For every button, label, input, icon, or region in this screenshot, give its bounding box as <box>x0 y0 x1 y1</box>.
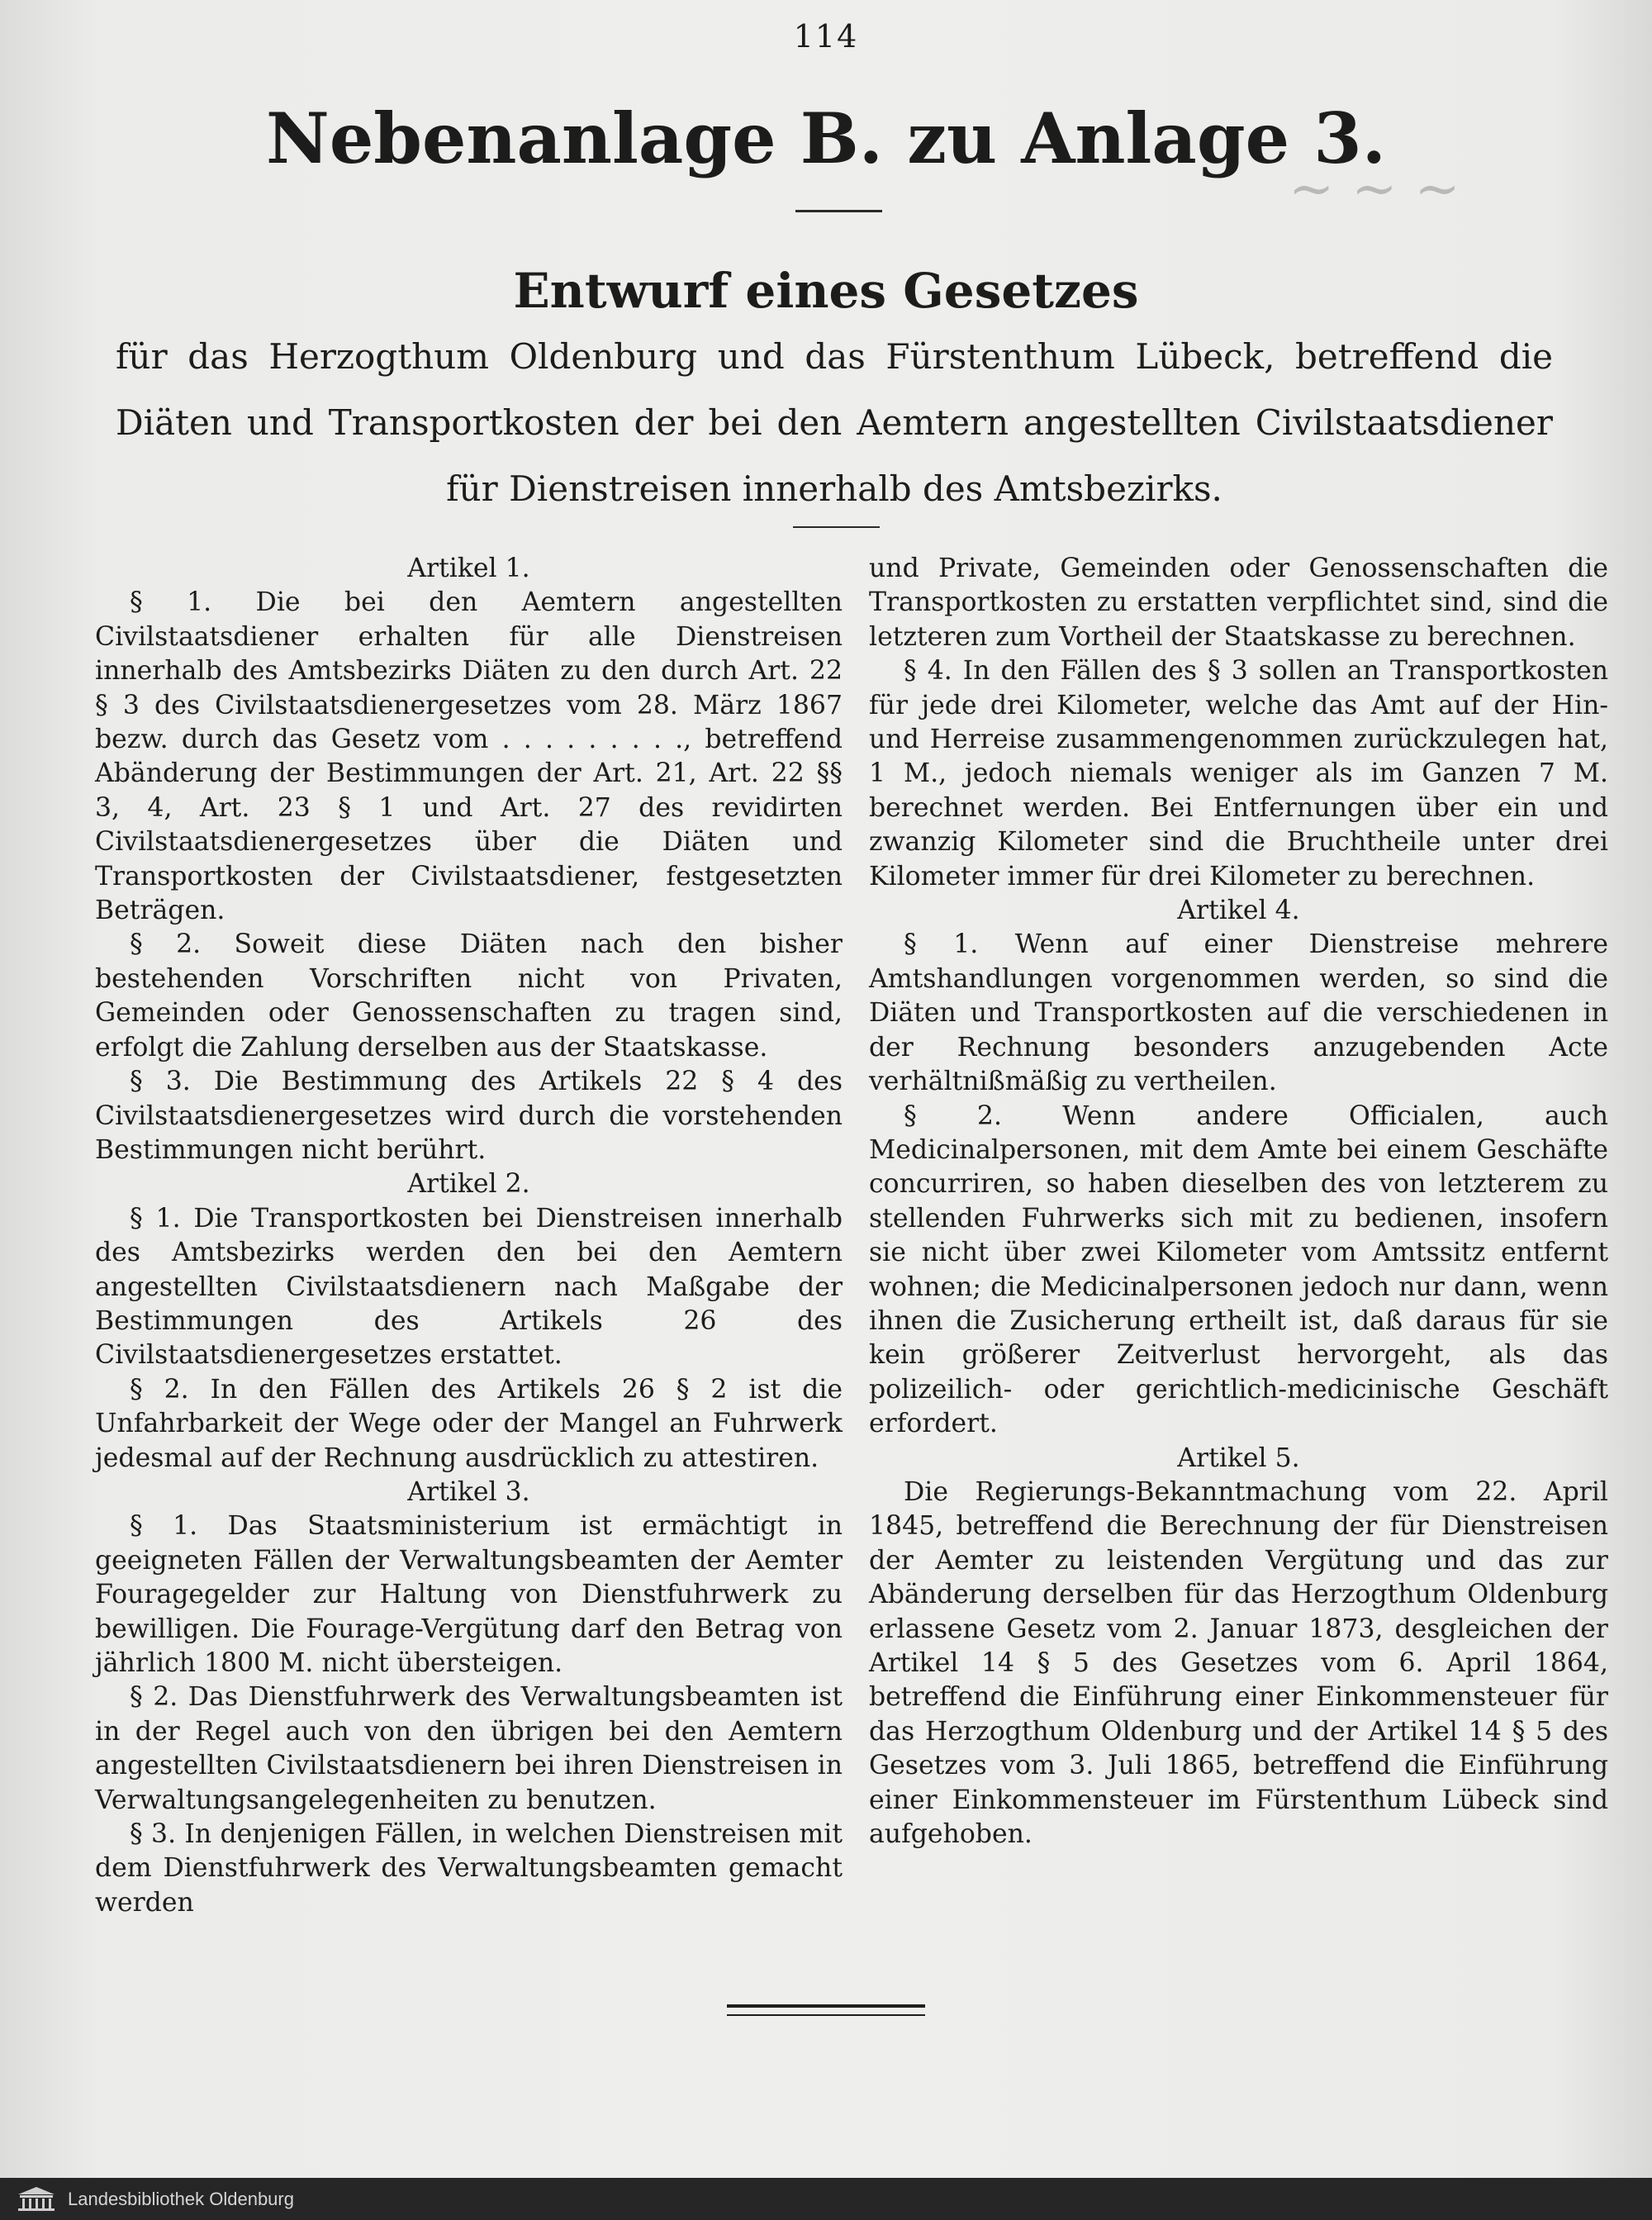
end-rule <box>727 2014 925 2016</box>
library-building-icon <box>15 2184 58 2216</box>
paragraph: § 2. In den Fällen des Artikels 26 § 2 ist die Unfahrbarkeit der Wege oder der Mangel an Fuhrwerk jedesmal auf der Rechnung ausdrücklich zu attestiren. <box>95 1374 843 1473</box>
paragraph: § 3. In denjenigen Fällen, in welchen Dienstreisen mit dem Dienstfuhrwerk des Verwaltungsbeamten gemacht werden <box>95 1819 843 1918</box>
appendix-title: Nebenanlage B. zu Anlage 3. <box>266 97 1386 179</box>
library-name: Landesbibliothek Oldenburg <box>68 2189 294 2209</box>
law-subtitle: für das Herzogthum Oldenburg und das Fürstenthum Lübeck, betreffend die Diäten und Transportkosten der bei den Aemtern angestellten Civilstaatsdiener für Dienstreisen innerhalb des Amtsbezirks. <box>116 336 1553 509</box>
paragraph: § 1. Wenn auf einer Dienstreise mehrere Amtshandlungen vorgenommen werden, so sind die Diäten und Transportkosten auf die verschiedenen in der Rechnung besonders anzugebenden Acte verhältnißmäßig zu vertheilen. <box>869 929 1608 1097</box>
paragraph: § 1. Die Transportkosten bei Dienstreisen innerhalb des Amtsbezirks werden den bei den Aemtern angestellten Civilstaatsdienern nach Maßgabe der Bestimmungen des Artikels 26 des Civilstaatsdienergesetzes erstattet. <box>95 1203 843 1371</box>
article-heading: Artikel 1. <box>407 554 530 583</box>
paragraph: § 2. Soweit diese Diäten nach den bisher bestehenden Vorschriften nicht von Privaten, Gemeinden oder Genossenschaften zu tragen sind, erfolgt die Zahlung derselben aus der Staatskasse. <box>95 929 843 1062</box>
heading-divider <box>793 526 880 528</box>
paragraph: § 2. Wenn andere Officialen, auch Medicinalpersonen, mit dem Amte bei einem Geschäfte concurriren, so haben dieselben des von letzterem zu stellenden Fuhrwerks sich mit zu bedienen, insofern sie nicht über zwei Kilometer vom Amtssitz entfernt wohnen; die Medicinalpersonen jedoch nur dann, wenn ihnen die Zusicherung ertheilt ist, daß daraus für sie kein größerer Zeitverlust hervorgeht, als das polizeilich- oder gerichtlich-medicinische Geschäft erfordert. <box>869 1100 1608 1439</box>
article-heading: Artikel 4. <box>1177 896 1300 926</box>
paragraph: § 2. Das Dienstfuhrwerk des Verwaltungsbeamten ist in der Regel auch von den übrigen bei den Aemtern angestellten Civilstaatsdienern bei ihren Dienstreisen in Verwaltungsangelegenheiten zu benutzen. <box>95 1682 843 1815</box>
article-heading: Artikel 5. <box>1177 1443 1300 1473</box>
paragraph: § 1. Das Staatsministerium ist ermächtigt in geeigneten Fällen der Verwaltungsbeamten der Aemter Fouragegelder zur Haltung von Dienstfuhrwerk zu bewilligen. Die Fourage-Vergütung darf den Betrag von jährlich 1800 M. nicht übersteigen. <box>95 1511 843 1678</box>
bleed-through-decoration: ~ ~ ~ <box>1289 157 1460 221</box>
paragraph-continuation: und Private, Gemeinden oder Genossenschaften die Transportkosten zu erstatten verpflichtet sind, sind die letzteren zum Vortheil der Staatskasse zu berechnen. <box>869 554 1608 652</box>
article-heading: Artikel 3. <box>407 1476 530 1507</box>
library-footer-bar <box>0 2178 1652 2220</box>
law-heading: Entwurf eines Gesetzes <box>513 263 1139 319</box>
article-heading: Artikel 2. <box>407 1169 530 1200</box>
paragraph: Die Regierungs-Bekanntmachung vom 22. April 1845, betreffend die Berechnung der für Dienstreisen der Aemter zu leistenden Vergütung und das zur Abänderung derselben für das Herzogthum Oldenburg erlassene Gesetz vom 2. Januar 1873, desgleichen der Artikel 14 § 5 des Gesetzes vom 6. April 1864, betreffend die Einführung einer Einkommensteuer für das Herzogthum Oldenburg und der Artikel 14 § 5 des Gesetzes vom 3. Juli 1865, betreffend die Einführung einer Einkommensteuer im Fürstenthum Lübeck sind aufgehoben. <box>869 1476 1608 1850</box>
title-divider <box>795 210 882 212</box>
left-column <box>95 552 843 1920</box>
page-number: 114 <box>793 18 859 55</box>
paragraph: § 3. Die Bestimmung des Artikels 22 § 4 des Civilstaatsdienergesetzes wird durch die vorstehenden Bestimmungen nicht berührt. <box>95 1067 843 1165</box>
paragraph: § 1. Die bei den Aemtern angestellten Civilstaatsdiener erhalten für alle Dienstreisen innerhalb des Amtsbezirks Diäten zu den durch Art. 22 § 3 des Civilstaatsdienergesetzes vom 28. März 1867 bezw. durch das Gesetz vom . . . . . . . . ., betreffend Abänderung der Bestimmungen der Art. 21, Art. 22 §§ 3, 4, Art. 23 § 1 und Art. 27 des revidirten Civilstaatsdienergesetzes über die Diäten und Transportkosten der Civilstaatsdiener, festgesetzten Beträgen. <box>95 587 843 926</box>
paragraph: § 4. In den Fällen des § 3 sollen an Transportkosten für jede drei Kilometer, welche das Amt auf der Hin- und Herreise zusammengenommen zurückzulegen hat, 1 M., jedoch niemals weniger als im Ganzen 7 M. berechnet werden. Bei Entfernungen über ein und zwanzig Kilometer sind die Bruchtheile unter drei Kilometer immer für drei Kilometer zu berechnen. <box>869 656 1608 891</box>
end-rule <box>727 2004 925 2008</box>
right-column <box>869 552 1608 1852</box>
